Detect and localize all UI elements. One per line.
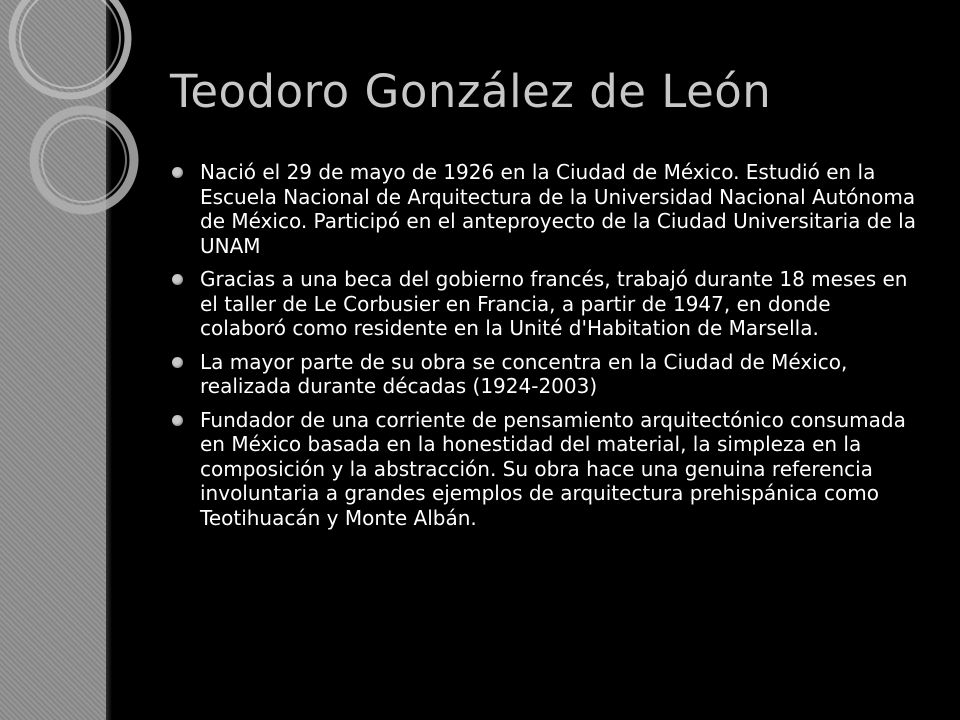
bullet-dot-icon: [172, 167, 183, 178]
bullet-item: [172, 408, 920, 531]
bullet-item: [172, 267, 920, 341]
bullet-text: Fundador de una corriente de pensamiento arquitectónico consumada en México basada en la honestidad del material, la simpleza en la composición y la abstracción. Su obra hace una genuina referencia involuntaria a grandes ejemplos de arquitectura prehispánica como Teotihuacán y Monte Albán.: [200, 407, 906, 530]
decorative-ring-large: [12, 0, 128, 96]
bullet-dot-icon: [172, 357, 183, 368]
bullet-item: [172, 160, 920, 258]
bullet-dot-icon: [172, 415, 183, 426]
decorative-ring-medium-inner: [42, 118, 126, 202]
bullet-dot-icon: [172, 274, 183, 285]
slide-title: Teodoro González de León: [170, 65, 772, 118]
bullet-text: Nació el 29 de mayo de 1926 en la Ciudad de México. Estudió en la Escuela Nacional de Arquitectura de la Universidad Nacional Autónoma de México. Participó en el anteproyecto de la Ciudad Universitaria de la UNAM: [200, 160, 916, 258]
decorative-ring-large-inner: [20, 0, 120, 88]
bullet-text: Gracias a una beca del gobierno francés, trabajó durante 18 meses en el taller de Le Corbusier en Francia, a partir de 1947, en donde colaboró como residente en la Unité d'Habitation de Marsella.: [200, 267, 908, 340]
bullet-item: [172, 350, 920, 399]
bullet-text: La mayor parte de su obra se concentra en la Ciudad de México, realizada durante décadas (1924-2003): [200, 349, 848, 398]
bullet-list: [172, 160, 920, 539]
decorative-ring-medium: [34, 110, 134, 210]
